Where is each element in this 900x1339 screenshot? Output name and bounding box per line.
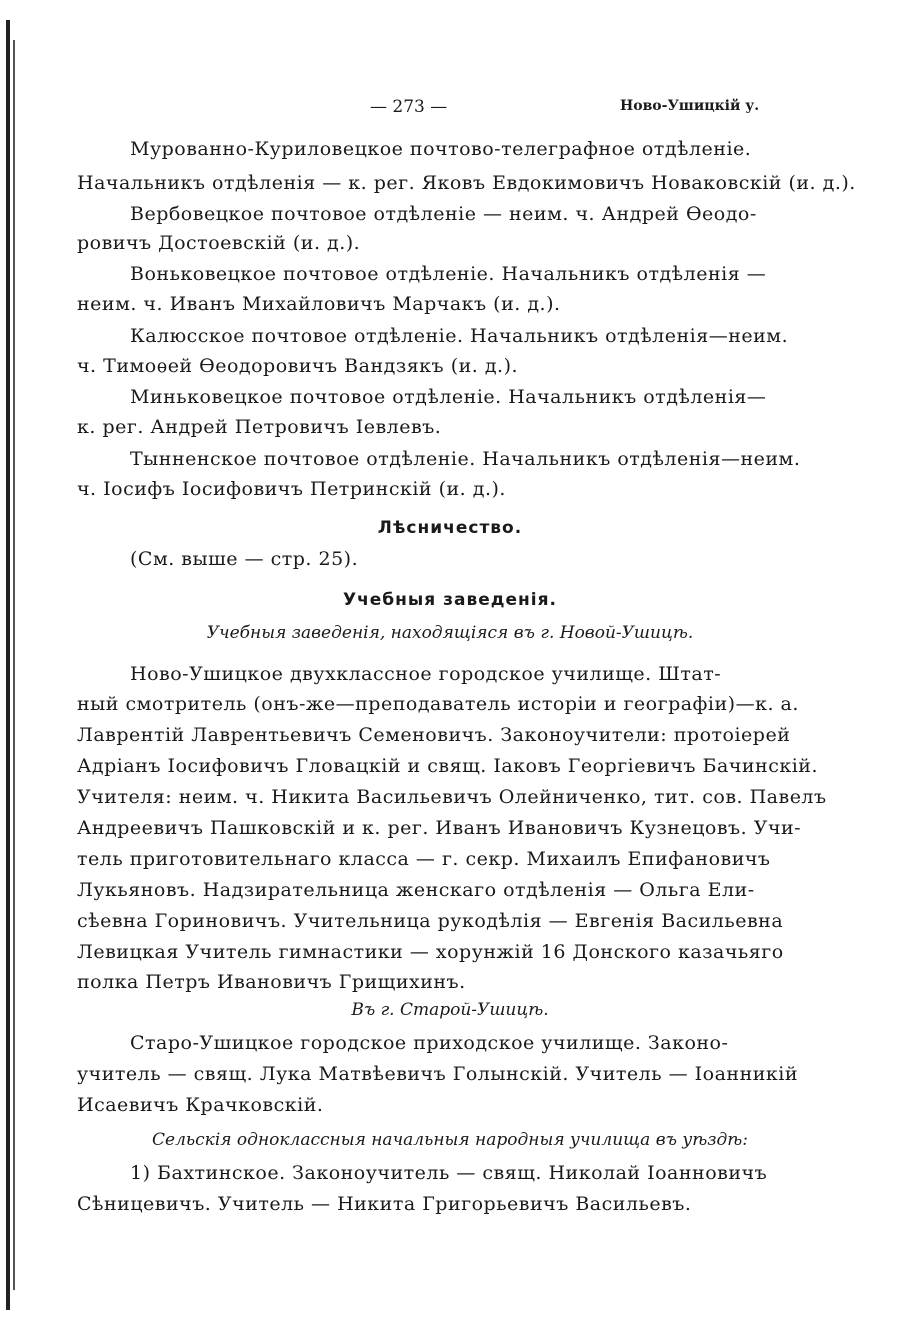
text-line: Воньковецкое почтовое отдѣленіе. Начальникъ отдѣленія — (130, 263, 767, 285)
text-line: Тынненское почтовое отдѣленіе. Начальникъ отдѣленія—неим. (130, 448, 801, 470)
text-line: к. рег. Андрей Петровичъ Іевлевъ. (77, 416, 442, 438)
page-binding-edge (6, 20, 10, 1310)
section-heading-schools: Учебныя заведенія. (343, 590, 557, 610)
text-line: Вербовецкое почтовое отдѣленіе — неим. ч. Андрей Ѳеодо- (130, 203, 757, 225)
text-line: тель приготовительнаго класса — г. секр. Михаилъ Епифановичъ (77, 848, 771, 870)
text-line: Лукьяновъ. Надзирательница женскаго отдѣленія — Ольга Ели- (77, 879, 755, 901)
text-line: ровичъ Достоевскій (и. д.). (77, 232, 361, 254)
text-line: Исаевичъ Крачковскій. (77, 1094, 324, 1116)
running-head: Ново-Ушицкій у. (620, 98, 760, 114)
text-line: Левицкая Учитель гимнастики — хорунжій 16 Донского казачьяго (77, 941, 784, 963)
section-heading-forestry: Лѣсничество. (377, 518, 523, 538)
text-line: Миньковецкое почтовое отдѣленіе. Начальникъ отдѣленія— (130, 386, 767, 408)
text-line: (См. выше — стр. 25). (130, 548, 359, 570)
page-binding-shadow (13, 40, 15, 1290)
subheading-old-ushitsa: Въ г. Старой-Ушицѣ. (351, 1000, 549, 1020)
text-line: Ново-Ушицкое двухклассное городское училище. Штат- (130, 663, 722, 685)
text-line: Учителя: неим. ч. Никита Васильевичъ Олейниченко, тит. сов. Павелъ (77, 786, 827, 808)
subheading-rural: Сельскія одноклассныя начальныя народныя училища въ уѣздѣ: (152, 1130, 748, 1150)
text-line: Лаврентій Лаврентьевичъ Семеновичъ. Законоучители: протоіерей (77, 724, 791, 746)
text-line: Андреевичъ Пашковскій и к. рег. Иванъ Ивановичъ Кузнецовъ. Учи- (77, 817, 802, 839)
subheading-new-ushitsa: Учебныя заведенія, находящіяся въ г. Новой-Ушицѣ. (206, 623, 694, 643)
text-line: ный смотритель (онъ-же—преподаватель исторіи и географіи)—к. а. (77, 693, 799, 715)
page-number: — 273 — (370, 97, 448, 117)
text-line: Мурованно-Куриловецкое почтово-телеграфное отдѣленіе. (130, 138, 752, 160)
text-line: Сѣницевичъ. Учитель — Никита Григорьевичъ Васильевъ. (77, 1193, 692, 1215)
text-line: 1) Бахтинское. Законоучитель — свящ. Николай Іоанновичъ (130, 1162, 768, 1184)
text-line: сѣевна Гориновичъ. Учительница рукодѣлія — Евгенія Васильевна (77, 910, 784, 932)
text-line: ч. Тимоѳей Ѳеодоровичъ Вандзякъ (и. д.). (77, 355, 519, 377)
text-line: Калюсское почтовое отдѣленіе. Начальникъ отдѣленія—неим. (130, 325, 789, 347)
text-line: Адріанъ Іосифовичъ Гловацкій и свящ. Іаковъ Георгіевичъ Бачинскій. (77, 755, 819, 777)
text-line: Начальникъ отдѣленія — к. рег. Яковъ Евдокимовичъ Новаковскій (и. д.). (77, 172, 856, 194)
text-line: неим. ч. Иванъ Михайловичъ Марчакъ (и. д.). (77, 293, 561, 315)
text-line: полка Петръ Ивановичъ Грищихинъ. (77, 971, 466, 993)
text-line: ч. Іосифъ Іосифовичъ Петринскій (и. д.). (77, 478, 506, 500)
text-line: учитель — свящ. Лука Матвѣевичъ Голынскій. Учитель — Іоанникій (77, 1063, 799, 1085)
text-line: Старо-Ушицкое городское приходское училище. Законо- (130, 1032, 729, 1054)
